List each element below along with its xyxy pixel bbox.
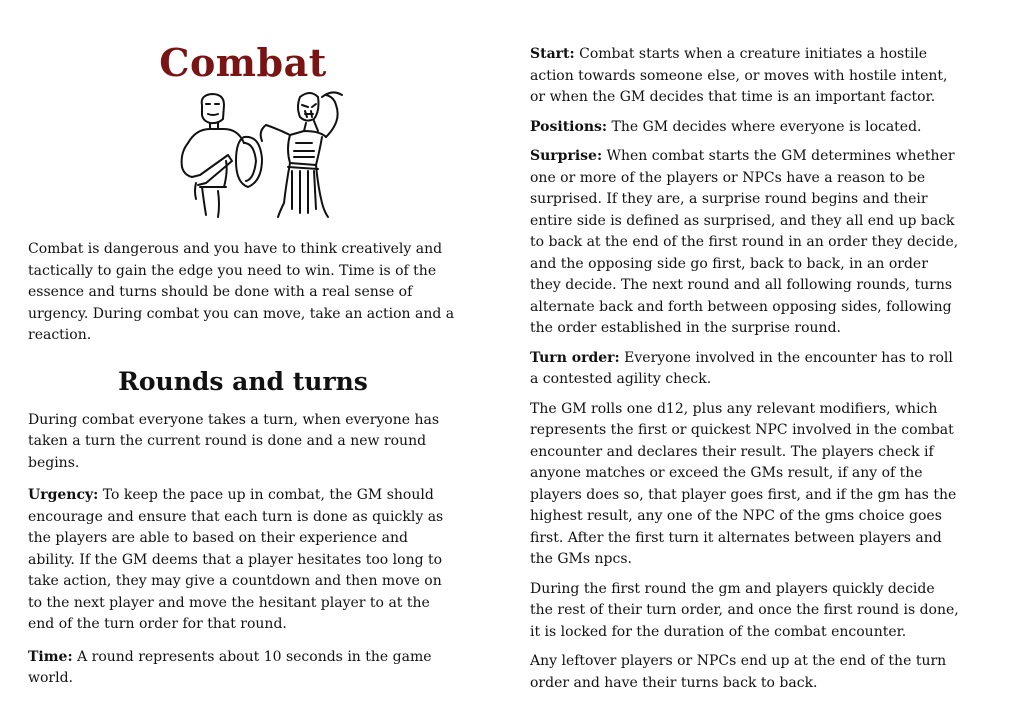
section-heading: Rounds and turns [118, 366, 368, 396]
surprise-paragraph [530, 146, 960, 340]
positions-paragraph [530, 117, 960, 139]
first-round-paragraph: During the first round the gm and players quickly decide the rest of their turn order, and once the first round is done, it is locked for the duration of the combat encounter. [530, 580, 959, 640]
time-text: A round represents about 10 seconds in the game world. [28, 648, 432, 686]
time-term: Time: [28, 648, 73, 665]
leftover-paragraph: Any leftover players or NPCs end up at the end of the turn order and have their turns back to back. [530, 653, 947, 691]
start-text: Combat starts when a creature initiates a hostile action towards someone else, or moves with hostile intent, or when the GM decides that time is an important factor. [530, 46, 948, 105]
start-term: Start: [530, 46, 575, 62]
intro-paragraph: Combat is dangerous and you have to think creatively and tactically to gain the edge you need to win. Time is of the essence and turns should be done with a real sense of urgency. During combat you can move, take an action and a reaction. [28, 241, 455, 343]
surprise-text: When combat starts the GM determines whether one or more of the players or NPCs have a reason to be surprised. If they are, a surprise round begins and their entire side is defined as surprised, and they all end up back to back at the end of the first round in an order they decide, and the opposing side go first, back to back, in an order they decide. The next round and all following rounds, turns alternate back and forth between opposing sides, following the order established in the surprise round. [530, 148, 959, 336]
combat-illustration [166, 91, 346, 221]
positions-term: Positions: [530, 118, 608, 135]
surprise-term: Surprise: [530, 148, 603, 164]
positions-text: The GM decides where everyone is located. [607, 118, 922, 135]
left-column [28, 40, 458, 701]
right-column [530, 44, 960, 702]
turn-order-term: Turn order: [530, 349, 620, 366]
rounds-intro-paragraph: During combat everyone takes a turn, when everyone has taken a turn the current round is done and a new round begins. [28, 411, 440, 471]
urgency-text: To keep the pace up in combat, the GM should encourage and ensure that each turn is done as quickly as the players are able to based on their experience and ability. If the GM deems that a player hesitates too long to take action, they may give a countdown and then move on to the next player and move the hesitant player to at the end of the turn order for that round. [28, 487, 444, 632]
urgency-paragraph [28, 485, 458, 636]
start-paragraph [530, 44, 960, 109]
turn-order-paragraph [530, 348, 960, 391]
page-title: Combat [159, 40, 327, 85]
urgency-term: Urgency: [28, 487, 99, 503]
turn-order-text: Everyone involved in the encounter has to roll a contested agility check. [530, 349, 953, 387]
time-paragraph [28, 647, 458, 690]
gm-rolls-paragraph: The GM rolls one d12, plus any relevant modifiers, which represents the first or quickest NPC involved in the combat encounter and declares their result. The players check if anyone matches or exceed the GMs result, if any of the players does so, that player goes first, and if the gm has the highest result, any one of the NPC of the gms choice goes first. After the first turn it alternates between players and the GMs npcs. [530, 400, 957, 567]
